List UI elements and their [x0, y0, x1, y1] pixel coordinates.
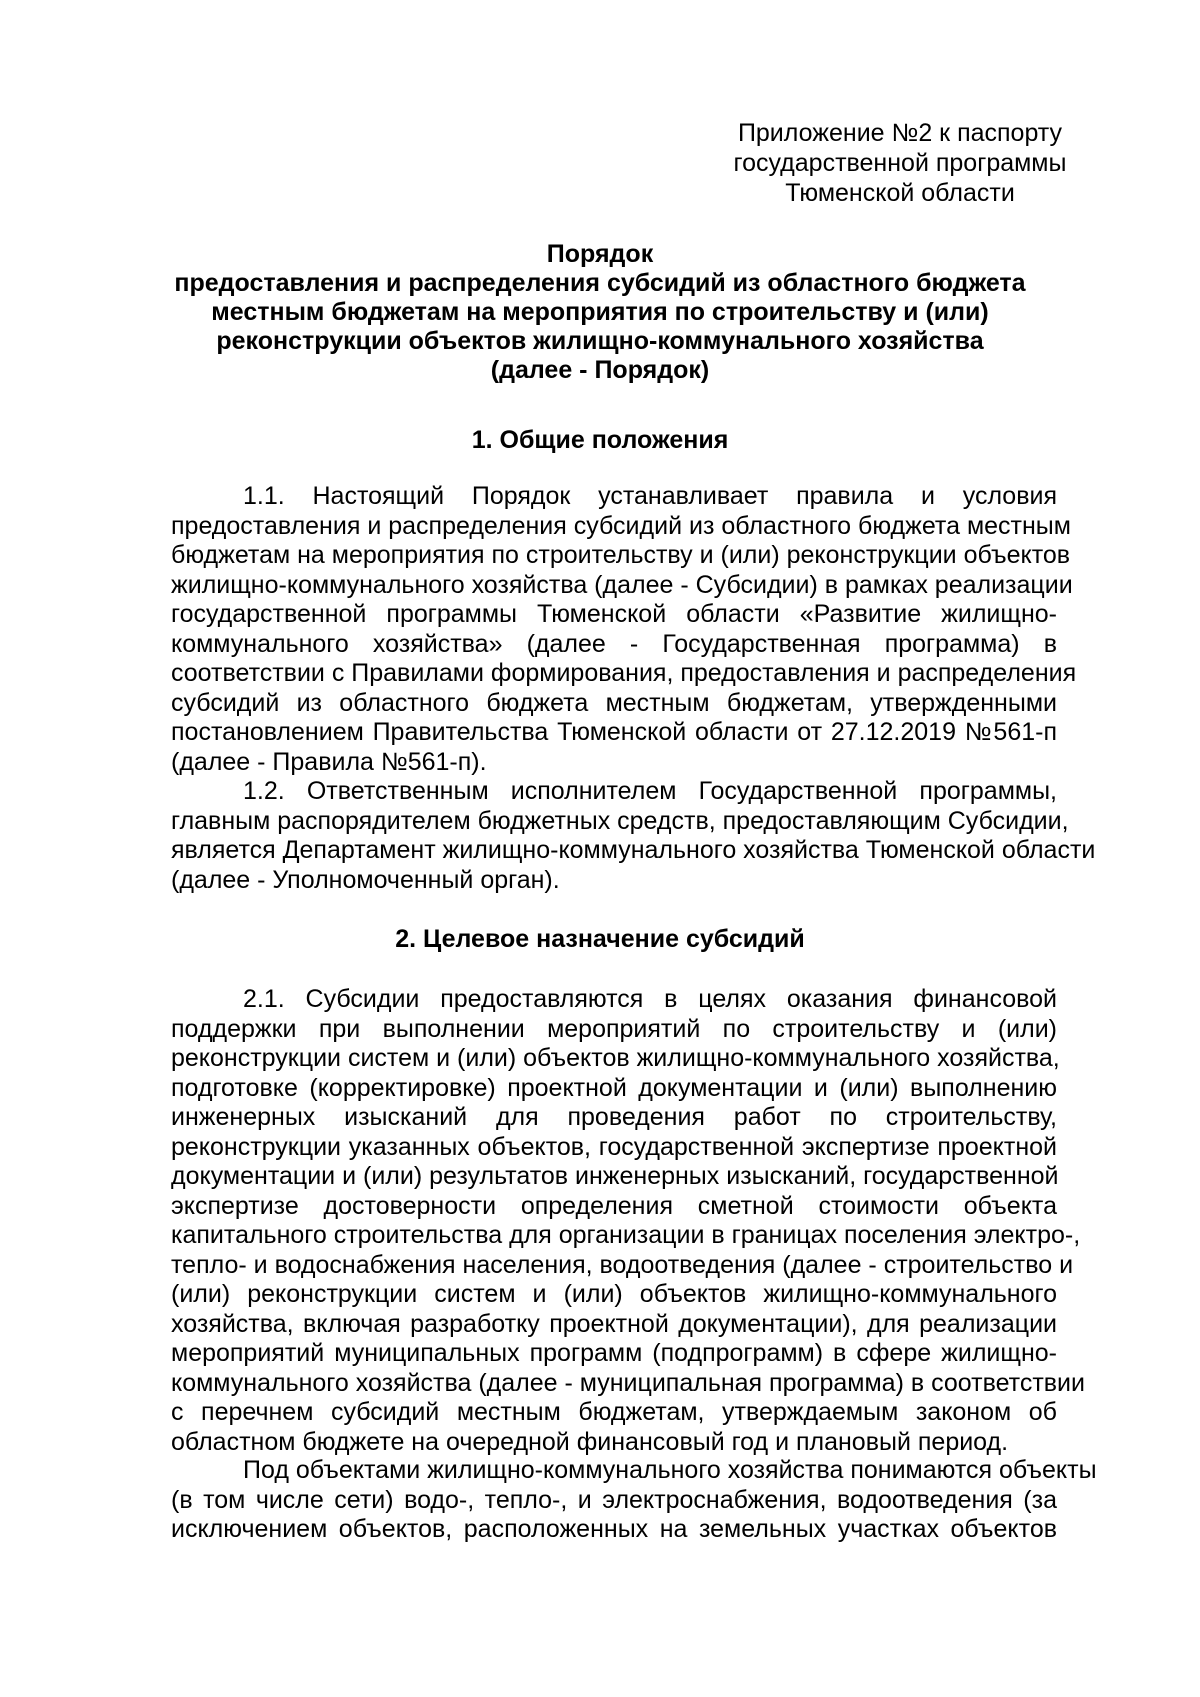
text-line: предоставления и распределения субсидий из областного бюджета местным — [171, 511, 1071, 540]
text-line: экспертизе достоверности определения сметной стоимости объекта — [171, 1191, 1057, 1220]
text-line: жилищно-коммунального хозяйства (далее - Субсидии) в рамках реализации — [171, 570, 1073, 599]
text-line: государственной программы Тюменской области «Развитие жилищно- — [171, 600, 1057, 628]
appendix-reference — [700, 118, 1100, 208]
text-line: инженерных изысканий для проведения работ по строительству, — [171, 1103, 1057, 1131]
section-1-heading: 1. Общие положения — [471, 426, 729, 454]
text-line: исключением объектов, расположенных на земельных участках объектов — [171, 1515, 1057, 1543]
text-line: 1.2. Ответственным исполнителем Государственной программы, — [243, 777, 1057, 805]
title-line: предоставления и распределения субсидий из областного бюджета — [174, 269, 1026, 297]
text-line: бюджетам на мероприятия по строительству и (или) реконструкции объектов — [171, 541, 1071, 569]
text-line: 1.1. Настоящий Порядок устанавливает правила и условия — [243, 482, 1057, 510]
text-line: областном бюджете на очередной финансовый год и плановый период. — [171, 1427, 1009, 1456]
text-line: (или) реконструкции систем и (или) объектов жилищно-коммунального — [171, 1280, 1057, 1308]
section-2-heading: 2. Целевое назначение субсидий — [395, 925, 805, 953]
text-line: тепло- и водоснабжения населения, водоотведения (далее - строительство и — [171, 1250, 1074, 1279]
text-line: является Департамент жилищно-коммунального хозяйства Тюменской области — [171, 836, 1096, 864]
paragraph-1-2 — [171, 777, 1144, 895]
text-line: реконструкции указанных объектов, государственной экспертизе проектной — [171, 1132, 1057, 1161]
title-line: Порядок — [546, 240, 654, 268]
paragraph-2-1 — [171, 985, 1144, 1457]
text-line: соответствии с Правилами формирования, предоставления и распределения — [171, 659, 1077, 687]
appendix-line: Тюменской области — [785, 179, 1015, 207]
text-line: субсидий из областного бюджета местным бюджетам, утвержденными — [171, 688, 1057, 717]
text-line: (далее - Правила №561-п). — [171, 747, 487, 776]
text-line: подготовке (корректировке) проектной документации и (или) выполнению — [171, 1073, 1057, 1102]
text-line: мероприятий муниципальных программ (подпрограмм) в сфере жилищно- — [171, 1339, 1057, 1367]
title-line: реконструкции объектов жилищно-коммунального хозяйства — [216, 327, 984, 355]
appendix-line: государственной программы — [733, 149, 1067, 177]
appendix-line: Приложение №2 к паспорту — [737, 119, 1063, 147]
paragraph-2-objects — [171, 1456, 1144, 1545]
text-line: (далее - Уполномоченный орган). — [171, 865, 560, 894]
title-line: местным бюджетам на мероприятия по строительству и (или) — [211, 298, 989, 326]
title-line: (далее - Порядок) — [490, 356, 710, 384]
document-title — [160, 240, 1040, 385]
text-line: Под объектами жилищно-коммунального хозяйства понимаются объекты — [243, 1456, 1097, 1484]
text-line: коммунального хозяйства» (далее - Государственная программа) в — [171, 629, 1057, 658]
text-line: коммунального хозяйства (далее - муниципальная программа) в соответствии — [171, 1368, 1085, 1397]
text-line: постановлением Правительства Тюменской области от 27.12.2019 №561-п — [171, 718, 1057, 746]
paragraph-1-1 — [171, 482, 1144, 777]
text-line: реконструкции систем и (или) объектов жилищно-коммунального хозяйства, — [171, 1044, 1060, 1072]
text-line: капитального строительства для организации в границах поселения электро-, — [171, 1221, 1081, 1249]
text-line: главным распорядителем бюджетных средств, предоставляющим Субсидии, — [171, 806, 1069, 835]
text-line: с перечнем субсидий местным бюджетам, утверждаемым законом об — [171, 1398, 1057, 1426]
text-line: 2.1. Субсидии предоставляются в целях оказания финансовой — [243, 985, 1057, 1013]
text-line: поддержки при выполнении мероприятий по строительству и (или) — [171, 1014, 1057, 1043]
text-line: хозяйства, включая разработку проектной документации), для реализации — [171, 1309, 1057, 1338]
text-line: документации и (или) результатов инженерных изысканий, государственной — [171, 1162, 1059, 1190]
text-line: (в том числе сети) водо-, тепло-, и электроснабжения, водоотведения (за — [171, 1485, 1057, 1514]
